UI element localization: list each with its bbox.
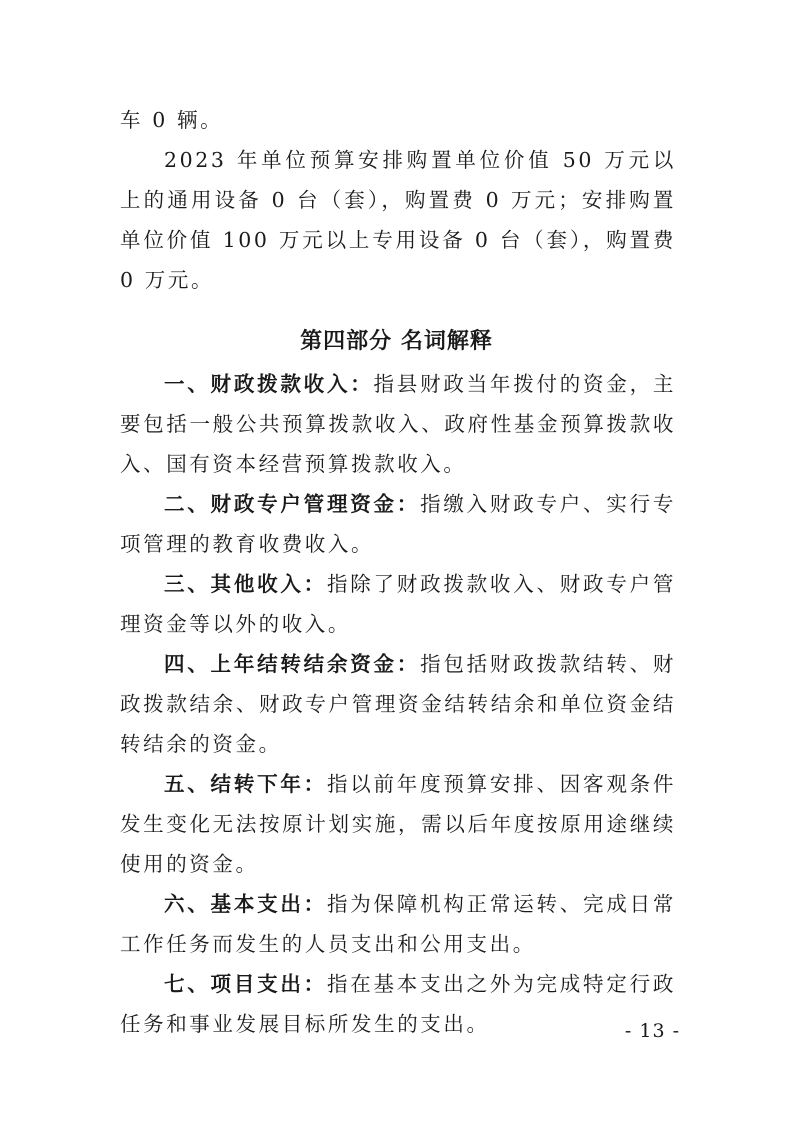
definition-term: 七、项目支出： xyxy=(164,972,327,996)
definition-basic-expenditure xyxy=(120,884,676,964)
definition-term: 四、上年结转结余资金： xyxy=(164,652,421,676)
continuation-text: 车 0 辆。 xyxy=(120,108,224,132)
procurement-paragraph: 2023 年单位预算安排购置单位价值 50 万元以上的通用设备 0 台（套），购置费 0 万元；安排购置单位价值 100 万元以上专用设备 0 台（套），购置费 0 万元。 xyxy=(120,148,676,292)
definition-term: 五、结转下年： xyxy=(164,772,327,796)
definition-text: 指为保障机构正常运转、完成日常工作任务而发生的人员支出和公用支出。 xyxy=(120,892,676,956)
definition-text: 指县财政当年拨付的资金，主要包括一般公共预算拨款收入、政府性基金预算拨款收入、国有资本经营预算拨款收入。 xyxy=(120,372,676,476)
definition-financial-appropriation xyxy=(120,364,676,484)
definition-text: 指除了财政拨款收入、财政专户管理资金等以外的收入。 xyxy=(120,572,676,636)
definition-term: 一、财政拨款收入： xyxy=(164,372,374,396)
definition-term: 六、基本支出： xyxy=(164,892,327,916)
definition-carryover-next-year xyxy=(120,764,676,884)
section-heading: 第四部分 名词解释 xyxy=(300,329,493,354)
definition-special-account-funds xyxy=(120,484,676,564)
definition-text: 指以前年度预算安排、因客观条件发生变化无法按原计划实施，需以后年度按原用途继续使用的资金。 xyxy=(120,772,676,876)
page-number: - 13 - xyxy=(624,1020,680,1042)
definition-text: 指在基本支出之外为完成特定行政任务和事业发展目标所发生的支出。 xyxy=(120,972,676,1036)
definition-term: 二、财政专户管理资金： xyxy=(164,492,421,516)
definition-prior-year-carryover xyxy=(120,644,676,764)
definition-text: 指缴入财政专户、实行专项管理的教育收费收入。 xyxy=(120,492,676,556)
definition-term: 三、其他收入： xyxy=(164,572,327,596)
definition-other-income xyxy=(120,564,676,644)
definition-text: 指包括财政拨款结转、财政拨款结余、财政专户管理资金结转结余和单位资金结转结余的资金。 xyxy=(120,652,676,756)
